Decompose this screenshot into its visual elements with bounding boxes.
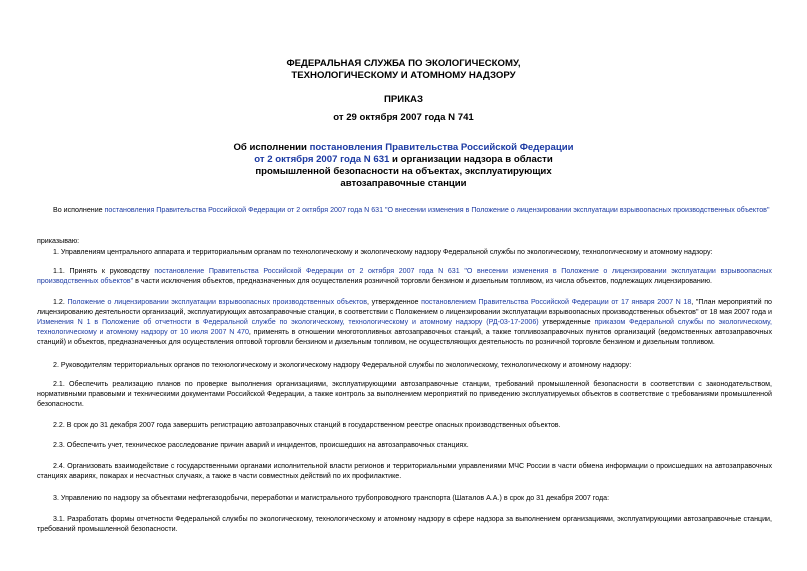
doc-date: от 29 октября 2007 года N 741 [333, 112, 474, 123]
title-decree-link[interactable]: постановления Правительства Российской Федерации от 2 октября 2007 года N 631 [254, 142, 574, 165]
agency-name [0, 58, 807, 82]
paragraph-2-2: 2.2. В срок до 31 декабря 2007 года завершить регистрацию автозаправочных станций в государственном реестре опасных производственных объектов. [53, 421, 561, 429]
agency-line-2: ТЕХНОЛОГИЧЕСКОМУ И АТОМНОМУ НАДЗОРУ [291, 70, 516, 81]
p1-2-regulation-link[interactable]: Положение о лицензировании эксплуатации взрывоопасных производственных объектов [67, 298, 367, 306]
intro-paragraph [37, 205, 772, 215]
doc-title [230, 142, 577, 190]
paragraph-2-4: 2.4. Организовать взаимодействие с государственными органами исполнительной власти регионов и территориальными управлениями МЧС России в части обмена информации о происшедших на автозаправочных станциях авариях, пожарах и несчастных случаях, а также в части совместных действий по их профилактике. [37, 462, 772, 480]
paragraph-3-1: 3.1. Разработать формы отчетности Федеральной службы по экологическому, технологическому и атомному надзору в сфере надзора за выполнением организациями, эксплуатирующими автозаправочные станции, требований промышленной безопасности. [37, 515, 772, 533]
paragraph-3: 3. Управлению по надзору за объектами нефтегазодобычи, переработки и магистрального трубопроводного транспорта (Шаталов А.А.) в срок до 31 декабря 2007 года: [53, 494, 610, 502]
p1-2-order-470-link[interactable]: приказом Федеральной службы по экологическому, технологическому и атомному надзору от 10 июля 2007 N 470 [37, 318, 772, 336]
p1-1-suffix: в части исключения объектов, предназначенных для осуществления розничной торговли бензином и дизельным топливом, из числа объектов, подлежащих лицензированию. [133, 277, 713, 285]
p1-2-decree-18-link[interactable]: постановлением Правительства Российской Федерации от 17 января 2007 N 18 [421, 298, 692, 306]
p1-2-num: 1.2. [53, 298, 68, 306]
paragraph-1: 1. Управлениям центрального аппарата и территориальным органам по технологическому и экологическому надзору Федеральной службы по экологическому, технологическому и атомному надзору: [53, 248, 713, 256]
intro-prefix: Во исполнение [53, 206, 105, 214]
p1-1-decree-link[interactable]: постановление Правительства Российской Федерации от 2 октября 2007 года N 631 "О внесении изменения в Положение о лицензировании эксплуатации взрывоопасных производственных объектов" [37, 267, 772, 285]
p1-1-prefix: 1.1. Принять к руководству [53, 267, 155, 275]
title-prefix: Об исполнении [233, 142, 310, 153]
order-word: приказываю: [37, 237, 80, 245]
p1-2-text-1: , утвержденное [366, 298, 422, 306]
paragraph-2-1: 2.1. Обеспечить реализацию планов по проверке выполнения организациями, эксплуатирующими автозаправочные станции, требований промышленной безопасности в соответствии с законодательством, нормативными правовыми и техническими документами Российской Федерации, а также контроль за выполнением мероприятий по приведению эксплуатируемых объектов в соответствие с требованиями промышленной безопасности. [37, 380, 772, 408]
p1-2-text-2: , "План мероприятий по лицензированию деятельности организаций, эксплуатирующих автозаправочные станции, в соответствии с Положением о лицензировании эксплуатации взрывоопасных производственных объектов" от 18 мая 2007 года и [37, 298, 772, 316]
paragraph-2-3: 2.3. Обеспечить учет, техническое расследование причин аварий и инцидентов, происшедших на автозаправочных станциях. [53, 441, 469, 449]
paragraph-1-2 [37, 297, 772, 347]
paragraph-1-1 [37, 266, 772, 286]
title-suffix: и организации надзора в области промышленной безопасности на объектах, эксплуатирующих автозаправочные станции [255, 154, 553, 189]
agency-line-1: ФЕДЕРАЛЬНАЯ СЛУЖБА ПО ЭКОЛОГИЧЕСКОМУ, [286, 58, 521, 69]
p1-2-text-4: , применять в отношении многотопливных автозаправочных станций, а также топливозаправочных пунктов организаций (ведомственных автозаправочных станций) и объектов, предназначенных для осуществления оптовой торговли бензином и дизельным топливом, не осуществляющих деятельность по розничной торговле бензином и дизельным топливом. [37, 328, 772, 346]
p1-2-amendments-link[interactable]: Изменения N 1 в Положение об отчетности в Федеральной службе по экологическому, технологическому и атомному надзору (РД-03-17-2006) [37, 318, 539, 326]
paragraph-2: 2. Руководителям территориальных органов по технологическому и экологическому надзору Федеральной службы по экологическому, технологическому и атомному надзору: [53, 361, 632, 369]
doc-type: ПРИКАЗ [384, 94, 423, 105]
p1-2-text-3: утвержденные [538, 318, 595, 326]
intro-decree-link[interactable]: постановления Правительства Российской Федерации от 2 октября 2007 года N 631 "О внесении изменения в Положение о лицензировании эксплуатации взрывоопасных производственных объектов" [104, 206, 770, 214]
